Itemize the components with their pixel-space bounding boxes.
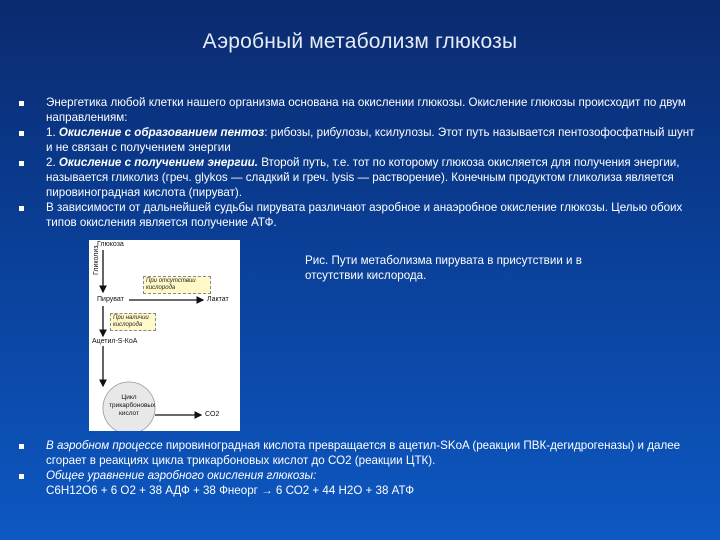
bullet-emphasis: Окисление с получением энергии. [58, 156, 258, 169]
bullet-marker-icon [19, 474, 24, 479]
bullet-marker-icon [19, 206, 24, 211]
bullet-text: Энергетика любой клетки нашего организма основана на окислении глюкозы. Окисление глюкозы происходит по двум направлениям: [46, 96, 686, 124]
bullet-marker-icon [19, 161, 24, 166]
bullet-item [14, 125, 704, 155]
bullet-item [14, 438, 704, 468]
glucose-label: Глюкоза [97, 241, 124, 248]
bullet-item [14, 95, 704, 125]
slide-title: Аэробный метаболизм глюкозы [202, 30, 518, 53]
bullet-list-top [14, 95, 704, 230]
bullet-text: Второй путь, т.е. тот по которому глюкоза окисляется для получения энергии, называется гликолиз (греч. glykos — сладкий и греч. lysis — растворение). Конечным продуктом гликолиза является пировиноградная кислота (пируват). [46, 156, 680, 199]
with-oxygen-note: При наличии кислорода [110, 313, 156, 331]
bullet-item [14, 155, 704, 200]
glucose-oxidation-equation: С6Н12О6 + 6 О2 + 38 АДФ + 38 Фнеорг → 6 СО2 + 44 Н2О + 38 АТФ [46, 484, 415, 497]
bullet-item [14, 468, 704, 498]
no-oxygen-note: При отсутствии кислорода [143, 276, 211, 294]
bullet-list-bottom [14, 438, 704, 498]
bullet-text: В зависимости от дальнейшей судьбы пирувата различают аэробное и анаэробное окисление глюкозы. Целью обоих типов окисления является получение АТФ. [46, 201, 683, 229]
bullet-text: пировиноградная кислота превращается в ацетил-SKoA (реакции ПВК-дегидрогеназы) и далее сгорает в реакциях цикла трикарбоновых кислот до СО2 (реакции ЦТК). [46, 439, 681, 467]
bullet-emphasis: В аэробном процессе [46, 439, 163, 452]
acetyl-coa-label: Ацетил-S-КоА [92, 338, 138, 345]
bullet-emphasis: Общее уравнение аэробного окисления глюкозы: [46, 469, 317, 482]
tca-cycle-label: Цикл трикарбоновых кислот [109, 394, 156, 417]
co2-label: CO2 [205, 411, 220, 418]
pyruvate-pathway-figure [89, 240, 240, 431]
bullet-emphasis: Окисление с образованием пентоз [58, 126, 265, 139]
bullet-marker-icon [19, 101, 24, 106]
bullet-marker-icon [19, 444, 24, 449]
bullet-text: : рибозы, рибулозы, ксилулозы. Этот путь называется пентозофосфатный шунт и не связан с получением энергии [46, 126, 695, 154]
bullet-number: 1. [46, 126, 59, 139]
bullet-item [14, 200, 704, 230]
glycolysis-label: Гликолиз [93, 245, 100, 275]
pyruvate-label: Пируват [97, 296, 124, 303]
figure-caption: Рис. Пути метаболизма пирувата в присутствии и в отсутствии кислорода. [305, 254, 582, 282]
bullet-marker-icon [19, 131, 24, 136]
bullet-number: 2. [46, 156, 59, 169]
lactate-label: Лактат [207, 296, 229, 303]
